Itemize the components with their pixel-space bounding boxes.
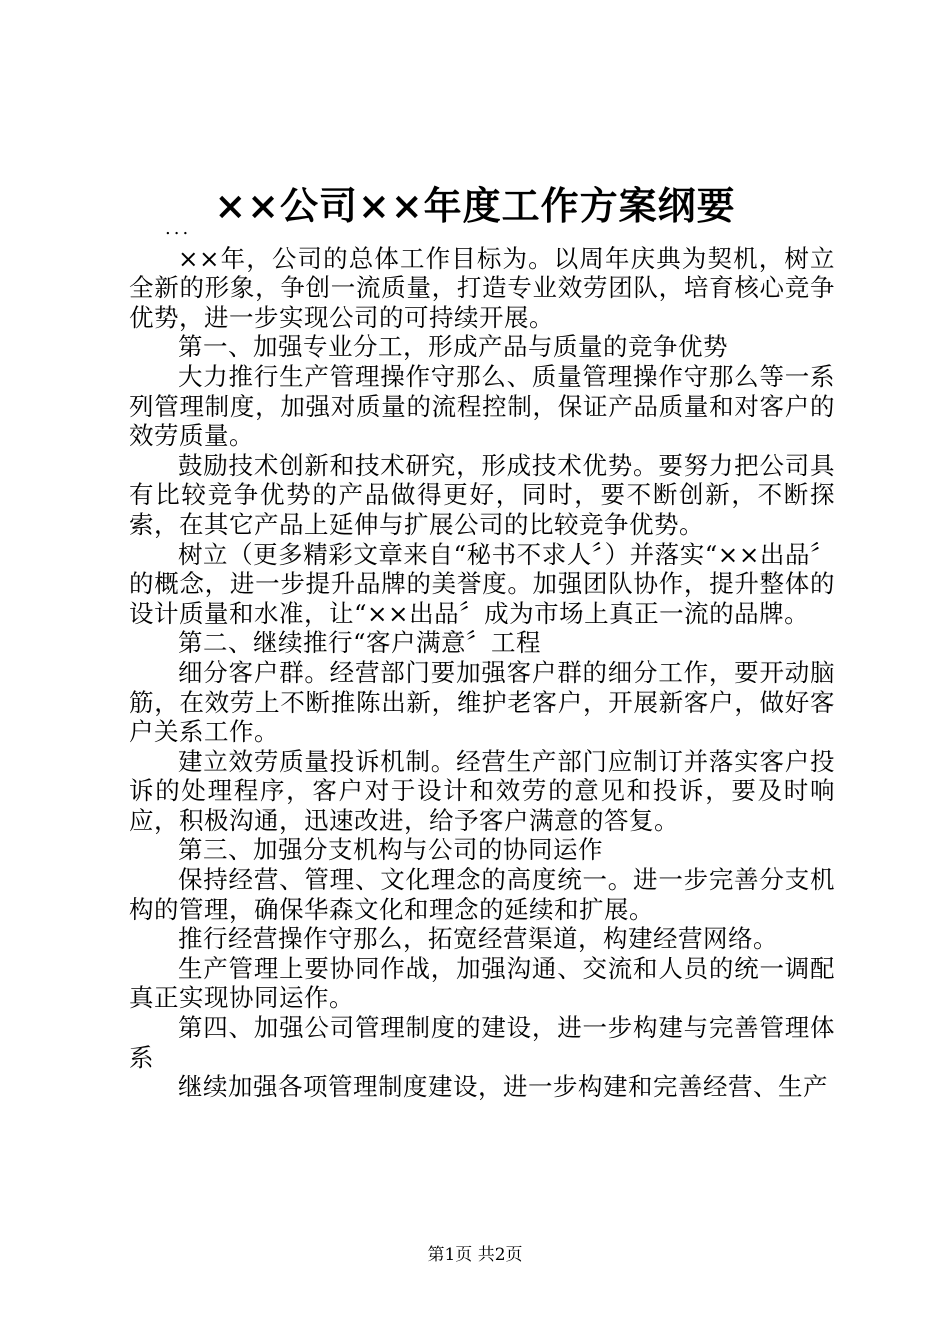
paragraph: 细分客户群。经营部门要加强客户群的细分工作，要开动脑筋，在效劳上不断推陈出新，维护老客户，开展新客户，做好客户关系工作。 bbox=[129, 657, 835, 747]
paragraph: 保持经营、管理、文化理念的高度统一。进一步完善分支机构的管理，确保华森文化和理念的延续和扩展。 bbox=[129, 865, 835, 924]
paragraph: 鼓励技术创新和技术研究，形成技术优势。要努力把公司具有比较竞争优势的产品做得更好，同时，要不断创新，不断探索，在其它产品上延伸与扩展公司的比较竞争优势。 bbox=[129, 450, 835, 539]
section-heading-3: 第三、加强分支机构与公司的协同运作 bbox=[178, 835, 603, 865]
paragraph: 生产管理上要协同作战，加强沟通、交流和人员的统一调配真正实现协同运作。 bbox=[129, 953, 835, 1013]
section-heading-1: 第一、加强专业分工，形成产品与质量的竞争优势 bbox=[178, 332, 728, 362]
section-heading-4: 第四、加强公司管理制度的建设，进一步构建与完善管理体系 bbox=[129, 1013, 835, 1072]
document-title: ××公司××年度工作方案纲要 bbox=[214, 183, 736, 228]
paragraph: 推行经营操作守那么，拓宽经营渠道，构建经营网络。 bbox=[178, 924, 778, 954]
section-heading-2: 第二、继续推行“客户满意〞工程 bbox=[178, 628, 542, 658]
paragraph: 树立（更多精彩文章来自“秘书不求人〞）并落实“××出品〞的概念，进一步提升品牌的美誉度。加强团队协作，提升整体的设计质量和水准，让“××出品〞成为市场上真正一流的品牌。 bbox=[129, 539, 835, 628]
ellipsis-line: ... bbox=[165, 218, 192, 239]
paragraph-intro: ××年，公司的总体工作目标为。以周年庆典为契机，树立全新的形象，争创一流质量，打造专业效劳团队，培育核心竞争优势，进一步实现公司的可持续开展。 bbox=[129, 243, 835, 332]
paragraph: 建立效劳质量投诉机制。经营生产部门应制订并落实客户投诉的处理程序，客户对于设计和效劳的意见和投诉，要及时响应，积极沟通，迅速改进，给予客户满意的答复。 bbox=[129, 746, 835, 835]
paragraph: 大力推行生产管理操作守那么、质量管理操作守那么等一系列管理制度，加强对质量的流程控制，保证产品质量和对客户的效劳质量。 bbox=[129, 361, 835, 451]
page-footer: 第1页 共2页 bbox=[427, 1245, 523, 1265]
document-body bbox=[129, 214, 835, 1102]
paragraph: 继续加强各项管理制度建设，进一步构建和完善经营、生产 bbox=[178, 1072, 828, 1102]
